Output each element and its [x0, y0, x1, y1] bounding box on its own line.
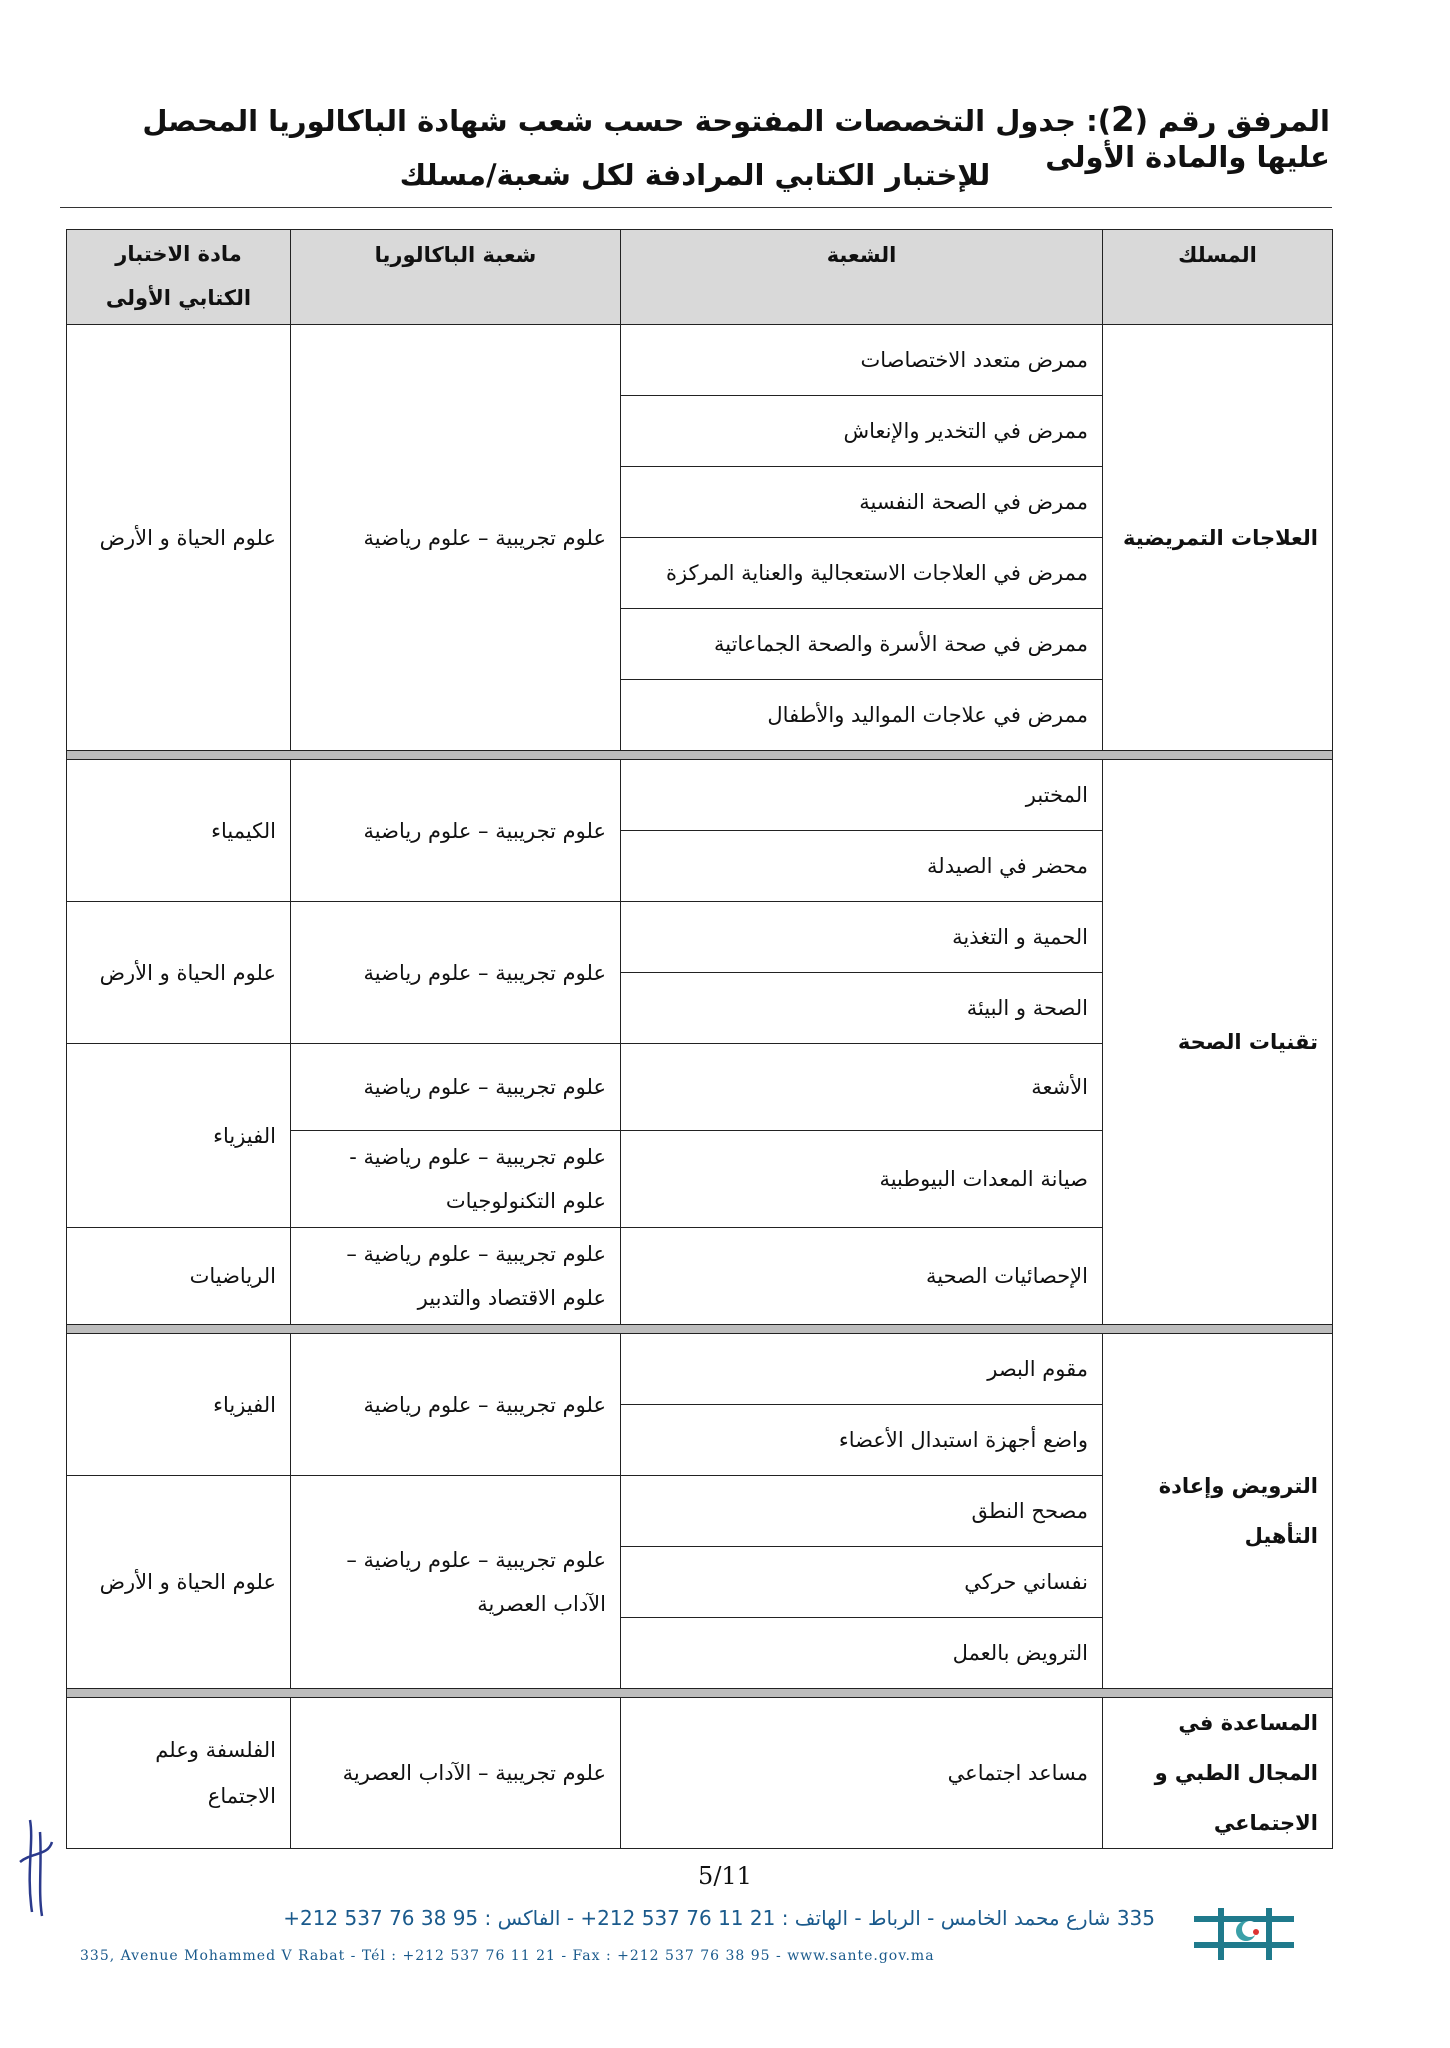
subject-cell: الفيزياء — [67, 1334, 291, 1476]
branch-cell: ممرض في علاجات المواليد والأطفال — [621, 680, 1103, 751]
branch-cell: صيانة المعدات البيوطبية — [621, 1131, 1103, 1228]
document-title-line-2: للإختبار الكتابي المرادفة لكل شعبة/مسلك — [399, 158, 991, 192]
section-separator — [67, 1689, 1333, 1698]
title-prefix: المرفق رقم ( — [1134, 104, 1330, 138]
table-row — [67, 1334, 1333, 1405]
header-exam-subject: مادة الاختبار الكتابي الأولى — [67, 230, 291, 325]
bac-cell: علوم تجريبية – علوم رياضية — [291, 760, 621, 902]
branch-cell: الأشعة — [621, 1044, 1103, 1131]
header-bac: شعبة الباكالوريا — [291, 230, 621, 325]
branch-cell: ممرض متعدد الاختصاصات — [621, 325, 1103, 396]
track-nursing: العلاجات التمريضية — [1103, 325, 1333, 751]
table-header-row — [67, 230, 1333, 325]
subject-cell: الكيمياء — [67, 760, 291, 902]
branch-cell: المختبر — [621, 760, 1103, 831]
subject-cell: علوم الحياة و الأرض — [67, 902, 291, 1044]
header-branch: الشعبة — [621, 230, 1103, 325]
bac-cell: علوم تجريبية – الآداب العصرية — [291, 1698, 621, 1849]
table-row — [67, 325, 1333, 396]
footer-french-address: 335, Avenue Mohammed V Rabat - Tél : +212 537 76 11 21 - Fax : +212 537 76 38 95 - www.sante.gov.ma — [80, 1948, 935, 1964]
branch-cell: الإحصائيات الصحية — [621, 1228, 1103, 1325]
annex-number: 2 — [1111, 100, 1135, 140]
branch-cell: الحمية و التغذية — [621, 902, 1103, 973]
branch-cell: ممرض في الصحة النفسية — [621, 467, 1103, 538]
handwritten-initial-icon — [12, 1812, 62, 1922]
branch-cell: ممرض في العلاجات الاستعجالية والعناية المركزة — [621, 538, 1103, 609]
branch-cell: مقوم البصر — [621, 1334, 1103, 1405]
table-row — [67, 1698, 1333, 1849]
specialties-table — [66, 229, 1333, 1849]
branch-cell: الصحة و البيئة — [621, 973, 1103, 1044]
bac-cell: علوم تجريبية – علوم رياضية - علوم التكنولوجيات — [291, 1131, 621, 1228]
branch-cell: مصحح النطق — [621, 1476, 1103, 1547]
header-track: المسلك — [1103, 230, 1333, 325]
subject-cell: الفلسفة وعلم الاجتماع — [67, 1698, 291, 1849]
track-rehab: الترويض وإعادة التأهيل — [1103, 1334, 1333, 1689]
bac-cell: علوم تجريبية – علوم رياضية – الآداب العصرية — [291, 1476, 621, 1689]
section-separator — [67, 751, 1333, 760]
track-social: المساعدة في المجال الطبي و الاجتماعي — [1103, 1698, 1333, 1849]
bac-cell: علوم تجريبية – علوم رياضية — [291, 325, 621, 751]
subject-cell: علوم الحياة و الأرض — [67, 1476, 291, 1689]
ministry-logo-icon — [1190, 1902, 1300, 1964]
footer-arabic-address: 335 شارع محمد الخامس - الرباط - الهاتف : 21 11 76 537 212+ - الفاكس : 95 38 76 537 212+ — [283, 1906, 1155, 1930]
branch-cell: نفساني حركي — [621, 1547, 1103, 1618]
subject-cell: الرياضيات — [67, 1228, 291, 1325]
page-number: 5/11 — [698, 1862, 752, 1890]
bac-cell: علوم تجريبية – علوم رياضية – علوم الاقتصاد والتدبير — [291, 1228, 621, 1325]
subject-cell: علوم الحياة و الأرض — [67, 325, 291, 751]
bac-cell: علوم تجريبية – علوم رياضية — [291, 902, 621, 1044]
table-row — [67, 760, 1333, 831]
bac-cell: علوم تجريبية – علوم رياضية — [291, 1334, 621, 1476]
subject-cell: الفيزياء — [67, 1044, 291, 1228]
branch-cell: ممرض في التخدير والإنعاش — [621, 396, 1103, 467]
branch-cell: مساعد اجتماعي — [621, 1698, 1103, 1849]
bac-cell: علوم تجريبية – علوم رياضية — [291, 1044, 621, 1131]
branch-cell: الترويض بالعمل — [621, 1618, 1103, 1689]
track-health-tech: تقنيات الصحة — [1103, 760, 1333, 1325]
branch-cell: ممرض في صحة الأسرة والصحة الجماعاتية — [621, 609, 1103, 680]
branch-cell: محضر في الصيدلة — [621, 831, 1103, 902]
branch-cell: واضع أجهزة استبدال الأعضاء — [621, 1405, 1103, 1476]
section-separator — [67, 1325, 1333, 1334]
title-divider — [60, 207, 1332, 208]
title-suffix: ): جدول التخصصات المفتوحة حسب شعب شهادة الباكالوريا المحصل عليها والمادة الأولى — [142, 104, 1330, 174]
